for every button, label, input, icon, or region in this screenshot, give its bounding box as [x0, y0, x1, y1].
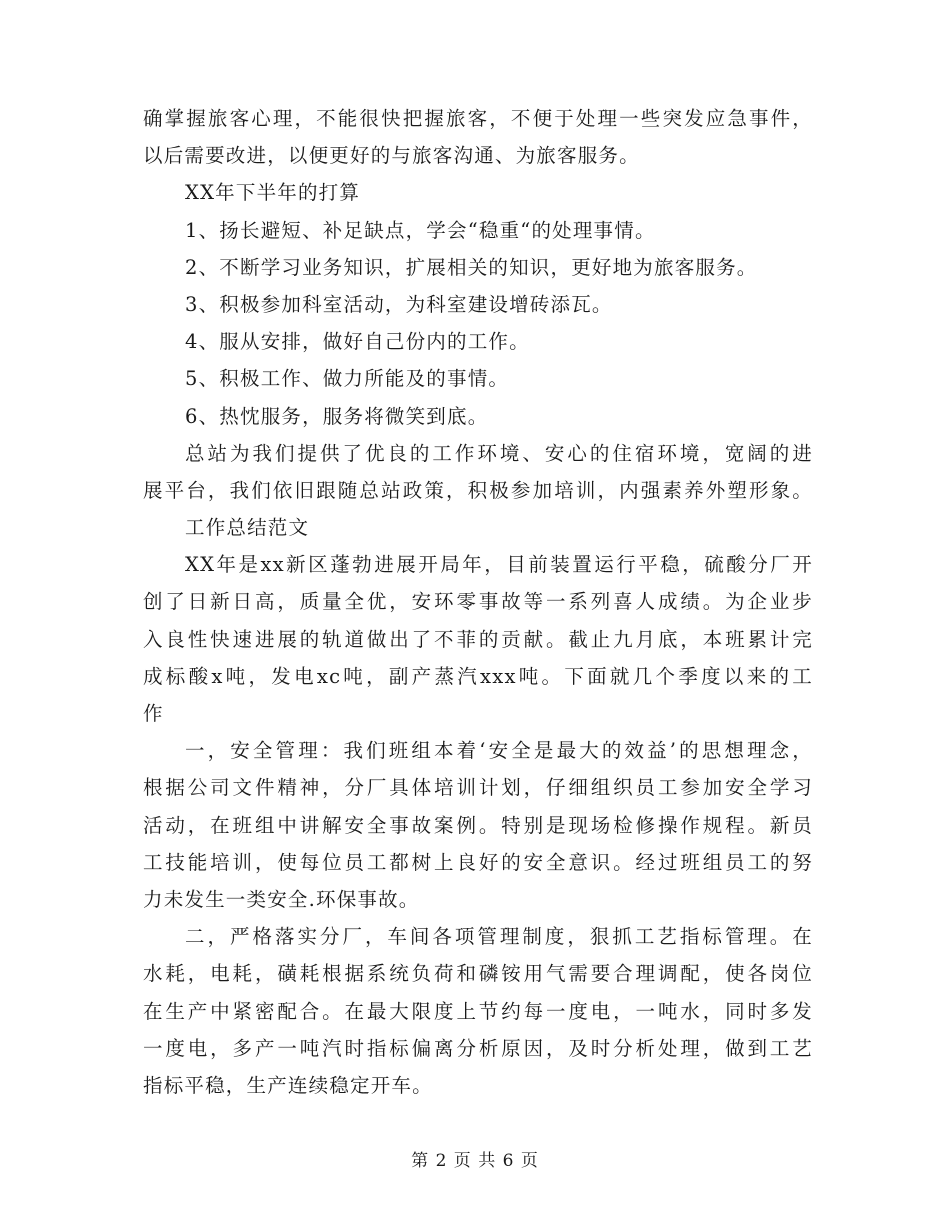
text-line: 3、积极参加科室活动，为科室建设增砖添瓦。: [185, 292, 613, 316]
text-line: 展平台，我们依旧跟随总站政策，积极参加培训，内强素养外塑形象。: [143, 478, 813, 502]
text-line: 根据公司文件精神，分厂具体培训计划，仔细组织员工参加安全学习: [143, 776, 813, 800]
text-line: 力未发生一类安全.环保事故。: [143, 887, 420, 911]
text-line: 1、扬长避短、补足缺点，学会“稳重“的处理事情。: [185, 218, 656, 242]
text-line: XX年下半年的打算: [185, 181, 361, 205]
text-line: XX年是xx新区蓬勃进展开局年，目前装置运行平稳，硫酸分厂开: [185, 553, 813, 577]
text-line: 指标平稳，生产连续稳定开车。: [143, 1073, 433, 1097]
text-line: 二，严格落实分厂，车间各项管理制度，狠抓工艺指标管理。在: [185, 925, 813, 949]
text-line: 2、不断学习业务知识，扩展相关的知识，更好地为旅客服务。: [185, 255, 758, 279]
text-line: 4、服从安排，做好自己份内的工作。: [185, 330, 530, 354]
text-line: 成标酸x吨，发电xc吨，副产蒸汽xxx吨。下面就几个季度以来的工: [143, 664, 813, 688]
text-line: 作: [143, 702, 164, 725]
text-line: 一，安全管理：我们班组本着‘安全是最大的效益’的思想理念，: [185, 739, 813, 763]
document-body: [143, 100, 813, 1104]
text-line: 总站为我们提供了优良的工作环境、安心的住宿环境，宽阔的进: [185, 441, 813, 465]
text-line: 工技能培训，使每位员工都树上良好的安全意识。经过班组员工的努: [143, 850, 813, 874]
text-line: 确掌握旅客心理，不能很快把握旅客，不便于处理一些突发应急事件，: [143, 107, 813, 130]
text-line: 水耗，电耗，磺耗根据系统负荷和磷铵用气需要合理调配，使各岗位: [143, 962, 813, 986]
text-line: 5、积极工作、做力所能及的事情。: [185, 367, 510, 391]
text-line: 6、热忱服务，服务将微笑到底。: [185, 404, 489, 428]
text-line: 入良性快速进展的轨道做出了不菲的贡献。截止九月底，本班累计完: [143, 627, 813, 651]
text-line: 创了日新日高，质量全优，安环零事故等一系列喜人成绩。为企业步: [143, 590, 813, 614]
text-line: 活动，在班组中讲解安全事故案例。特别是现场检修操作规程。新员: [143, 813, 813, 837]
text-line: 在生产中紧密配合。在最大限度上节约每一度电，一吨水，同时多发: [143, 999, 813, 1023]
text-line: 一度电，多产一吨汽时指标偏离分析原因，及时分析处理，做到工艺: [143, 1036, 813, 1060]
page-number-footer: 第 2 页 共 6 页: [411, 1151, 539, 1171]
text-line: 以后需要改进，以便更好的与旅客沟通、为旅客服务。: [143, 144, 640, 168]
text-line: 工作总结范文: [185, 516, 310, 540]
